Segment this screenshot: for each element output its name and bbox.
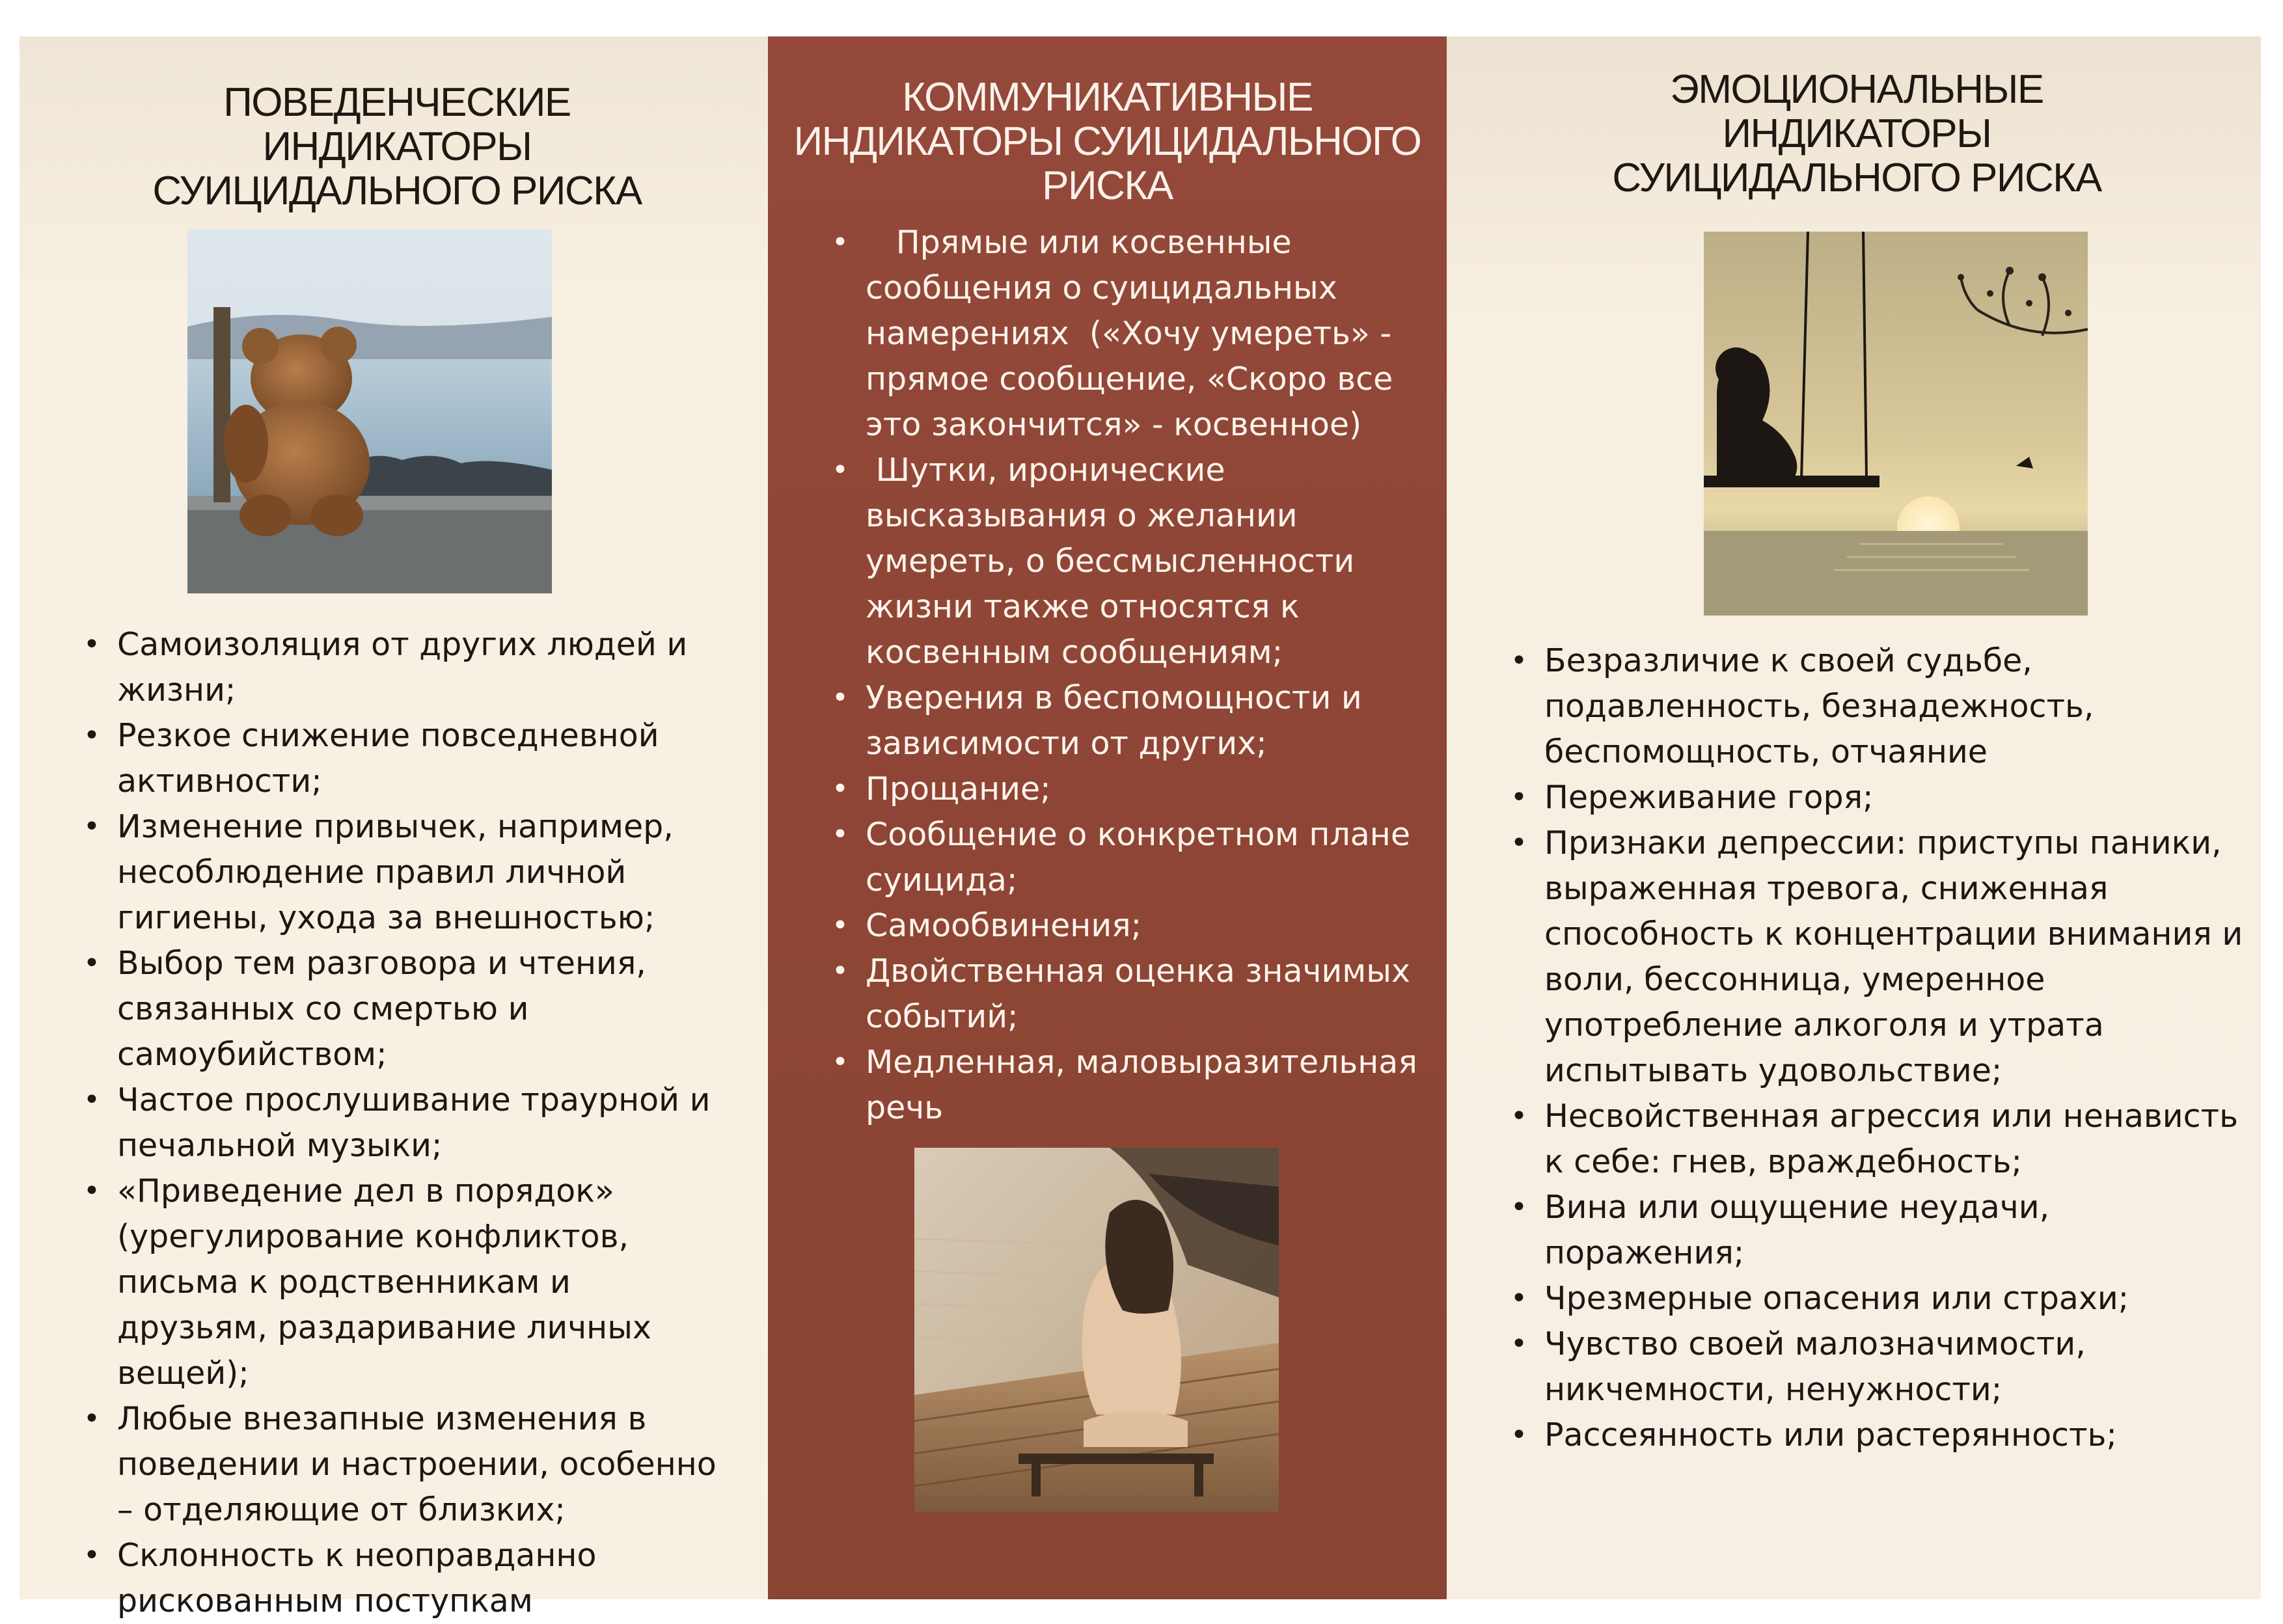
woman-on-pier-illustration (914, 1148, 1279, 1512)
list-item: • Частое прослушивание траурной и печальной музыки; (20, 1077, 729, 1169)
list-item: • Рассеянность или растерянность; (1447, 1413, 2254, 1458)
list-item: • Прямые или косвенные сообщения о суицидальных намерениях («Хочу умереть» - прямое сообщение, «Скоро все это закончится» - косвенное) (768, 220, 1422, 448)
list-item: • Признаки депрессии: приступы паники, выраженная тревога, сниженная способность к концентрации внимания и воли, бессонница, умеренное употребление алкоголя и утрата испытывать удовольствие; (1447, 820, 2254, 1094)
list-item: • Самоизоляция от других людей и жизни; (20, 622, 729, 713)
list-item: • «Приведение дел в порядок» (урегулирование конфликтов, письма к родственникам и друзьям, раздаривание личных вещей); (20, 1169, 729, 1396)
emotional-title: ЭМОЦИОНАЛЬНЫЕ ИНДИКАТОРЫ СУИЦИДАЛЬНОГО РИСКА (1612, 67, 2101, 200)
behavioral-title: ПОВЕДЕНЧЕСКИЕ ИНДИКАТОРЫ СУИЦИДАЛЬНОГО РИСКА (152, 80, 642, 213)
list-item: • Безразличие к своей судьбе, подавленность, безнадежность, беспомощность, отчаяние (1447, 638, 2254, 775)
list-item: • Чрезмерные опасения или страхи; (1447, 1276, 2254, 1321)
communicative-title: КОММУНИКАТИВНЫЕ ИНДИКАТОРЫ СУИЦИДАЛЬНОГО РИСКА (793, 75, 1421, 208)
communicative-list (768, 220, 1422, 1131)
list-item: • Склонность к неоправданно рискованным поступкам (20, 1533, 729, 1624)
list-item: • Самообвинения; (768, 903, 1422, 949)
list-item: • Медленная, маловыразительная речь (768, 1040, 1422, 1131)
sunset-swing-illustration (1704, 232, 2088, 616)
sunset-swing-photo (1704, 232, 2088, 616)
leaflet-sheet (20, 36, 2261, 1619)
emotional-list (1447, 638, 2254, 1458)
list-item: • Выбор тем разговора и чтения, связанных со смертью и самоубийством; (20, 941, 729, 1077)
list-item: • Прощание; (768, 766, 1422, 812)
list-item: • Несвойственная агрессия или ненависть к себе: гнев, враждебность; (1447, 1094, 2254, 1185)
list-item: • Сообщение о конкретном плане суицида; (768, 812, 1422, 903)
woman-on-pier-photo (914, 1148, 1279, 1512)
teddy-bear-illustration (187, 229, 552, 593)
list-item: • Резкое снижение повседневной активности; (20, 713, 729, 804)
teddy-bear-photo (187, 229, 552, 593)
list-item: • Уверения в беспомощности и зависимости от других; (768, 675, 1422, 766)
list-item: • Любые внезапные изменения в поведении и настроении, особенно – отделяющие от близких; (20, 1396, 729, 1533)
list-item: • Чувство своей малозначимости, никчемности, ненужности; (1447, 1321, 2254, 1413)
emotional-panel (1447, 36, 2261, 1599)
communicative-panel (768, 36, 1447, 1599)
list-item: • Вина или ощущение неудачи, поражения; (1447, 1185, 2254, 1276)
behavioral-list (20, 622, 729, 1624)
list-item: • Двойственная оценка значимых событий; (768, 949, 1422, 1040)
list-item: • Переживание горя; (1447, 775, 2254, 820)
list-item: • Шутки, иронические высказывания о желании умереть, о бессмысленности жизни также относятся к косвенным сообщениям; (768, 448, 1422, 675)
list-item: • Изменение привычек, например, несоблюдение правил личной гигиены, ухода за внешностью; (20, 804, 729, 941)
behavioral-panel (20, 36, 768, 1619)
